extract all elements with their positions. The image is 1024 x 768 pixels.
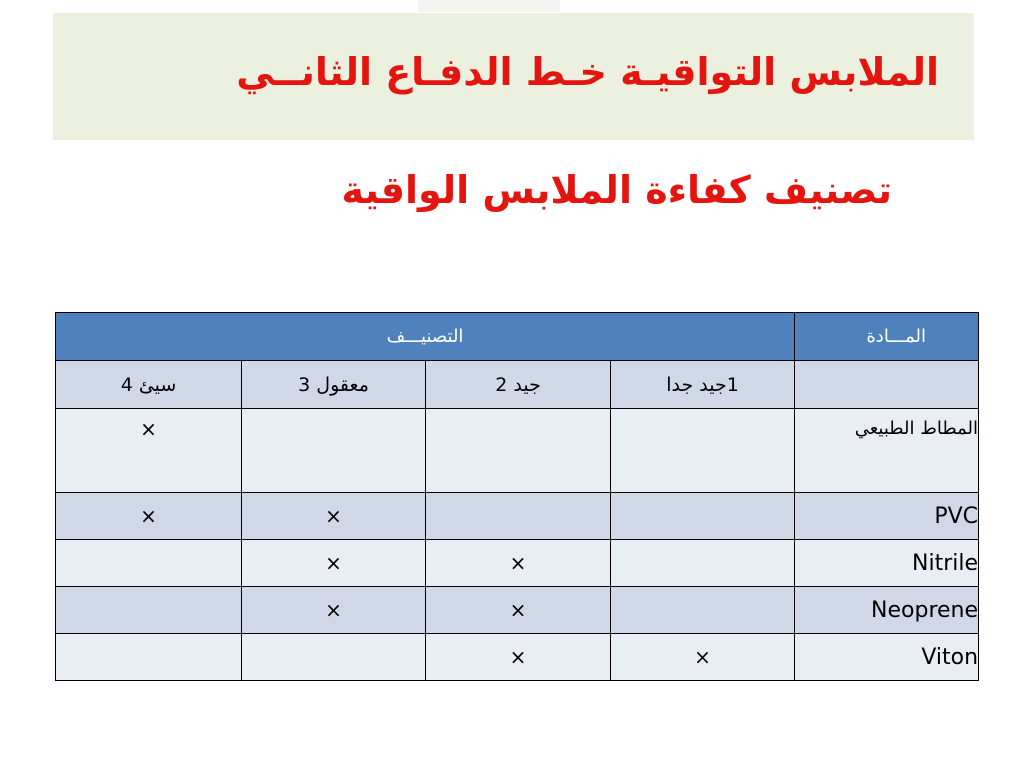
- table-row: [56, 540, 979, 587]
- table-row: [56, 493, 979, 540]
- top-strip: [418, 0, 560, 12]
- mark-cell: [426, 493, 611, 540]
- mark-cell: ×: [56, 493, 242, 540]
- mark-cell: [56, 540, 242, 587]
- slide-subtitle: تصنيف كفاءة الملابس الواقية: [341, 168, 892, 212]
- mark-cell: [242, 634, 426, 681]
- grade-header: 1جيد جدا: [611, 361, 795, 409]
- grade-header: سيئ 4: [56, 361, 242, 409]
- header-classification: التصنيـــف: [56, 313, 795, 361]
- mark-cell: [611, 409, 795, 493]
- mark-cell: ×: [611, 634, 795, 681]
- mark-cell: ×: [426, 540, 611, 587]
- mark-cell: ×: [242, 493, 426, 540]
- material-cell: المطاط الطبيعي: [795, 409, 979, 493]
- table-row: [56, 409, 979, 493]
- mark-cell: [426, 409, 611, 493]
- mark-cell: [611, 540, 795, 587]
- mark-cell: ×: [242, 587, 426, 634]
- mark-cell: ×: [426, 587, 611, 634]
- mark-cell: [611, 493, 795, 540]
- material-cell: Neoprene: [795, 587, 979, 634]
- mark-cell: [56, 587, 242, 634]
- grade-header-row: [56, 361, 979, 409]
- grade-header: جيد 2: [426, 361, 611, 409]
- mark-cell: [611, 587, 795, 634]
- table-row: [56, 634, 979, 681]
- grade-header-empty: [795, 361, 979, 409]
- mark-cell: ×: [242, 540, 426, 587]
- table-header-row: [56, 313, 979, 361]
- material-cell: Nitrile: [795, 540, 979, 587]
- mark-cell: [56, 634, 242, 681]
- header-material: المـــادة: [795, 313, 979, 361]
- classification-table: [55, 312, 979, 681]
- table-row: [56, 587, 979, 634]
- mark-cell: ×: [56, 409, 242, 493]
- material-cell: Viton: [795, 634, 979, 681]
- mark-cell: ×: [426, 634, 611, 681]
- grade-header: معقول 3: [242, 361, 426, 409]
- material-cell: PVC: [795, 493, 979, 540]
- slide-title: الملابس التواقيـة خـط الدفـاع الثانــي: [236, 50, 939, 94]
- mark-cell: [242, 409, 426, 493]
